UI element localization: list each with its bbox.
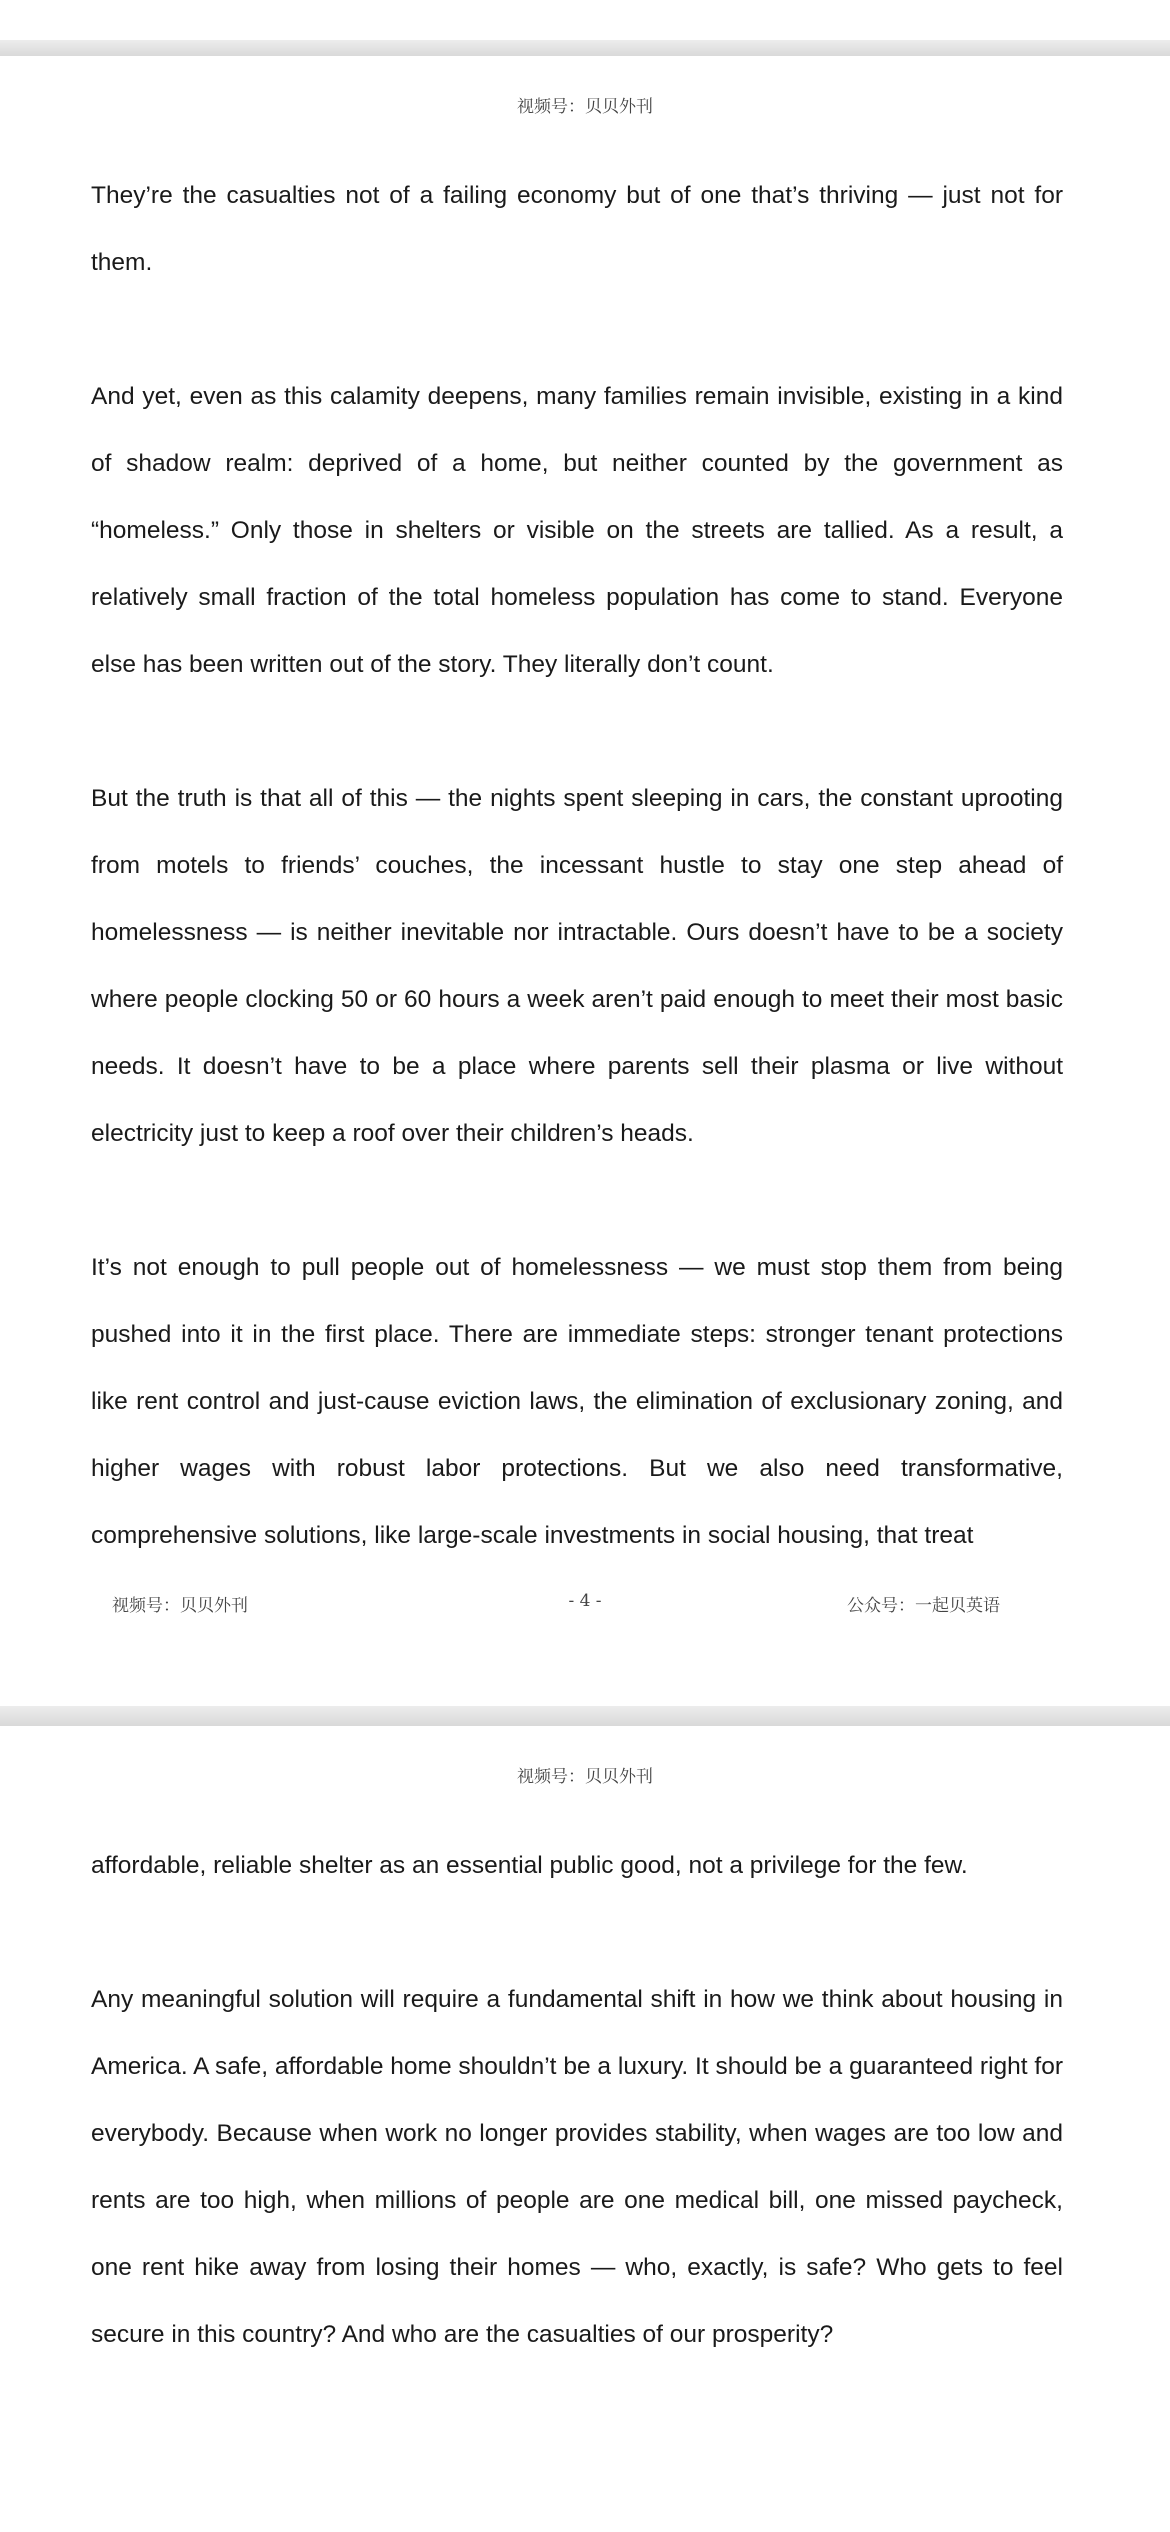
paragraph: But the truth is that all of this — the nights spent sleeping in cars, the constant uprooting from motels to friends’ couches, the incessant hustle to stay one step ahead of homelessness — is neither inevitable nor intractable. Ours doesn’t have to be a society where people clocking 50 or 60 hours a week aren’t paid enough to meet their most basic needs. It doesn’t have to be a place where parents sell their plasma or live without electricity just to keep a roof over their children’s heads. [91,785,1063,1147]
paragraph: It’s not enough to pull people out of homelessness — we must stop them from being pushed into it in the first place. There are immediate steps: stronger tenant protections like rent control and just-cause eviction laws, the elimination of exclusionary zoning, and higher wages with robust labor protections. But we also need transformative, comprehensive solutions, like large-scale investments in social housing, that treat [91,1254,1063,1549]
page-4 [0,56,1170,1706]
page-5 [0,1726,1170,2532]
paragraph: affordable, reliable shelter as an essential public good, not a privilege for the few. [91,1852,968,1879]
footer-right-text: 公众号：一起贝英语 [847,1596,1000,1616]
page-header: 视频号：贝贝外刊 [517,1767,653,1787]
page-body [91,1832,1063,2368]
page-footer [0,1591,1170,1621]
page-separator [0,1706,1170,1726]
page-separator [0,40,1170,56]
page-number: - 4 - [568,1591,602,1611]
footer-left-text: 视频号：贝贝外刊 [112,1596,248,1616]
page-body [91,162,1063,1569]
previous-page-bottom [0,0,1170,40]
paragraph: Any meaningful solution will require a fundamental shift in how we think about housing in America. A safe, affordable home shouldn’t be a luxury. It should be a guaranteed right for everybody. Because when work no longer provides stability, when wages are too low and rents are too high, when millions of people are one medical bill, one missed paycheck, one rent hike away from losing their homes — who, exactly, is safe? Who gets to feel secure in this country? And who are the casualties of our prosperity? [91,1986,1063,2348]
paragraph: They’re the casualties not of a failing economy but of one that’s thriving — just not for them. [91,182,1063,276]
page-header: 视频号：贝贝外刊 [517,97,653,117]
paragraph: And yet, even as this calamity deepens, many families remain invisible, existing in a kind of shadow realm: deprived of a home, but neither counted by the government as “homeless.” Only those in shelters or visible on the streets are tallied. As a result, a relatively small fraction of the total homeless population has come to stand. Everyone else has been written out of the story. They literally don’t count. [91,383,1063,678]
